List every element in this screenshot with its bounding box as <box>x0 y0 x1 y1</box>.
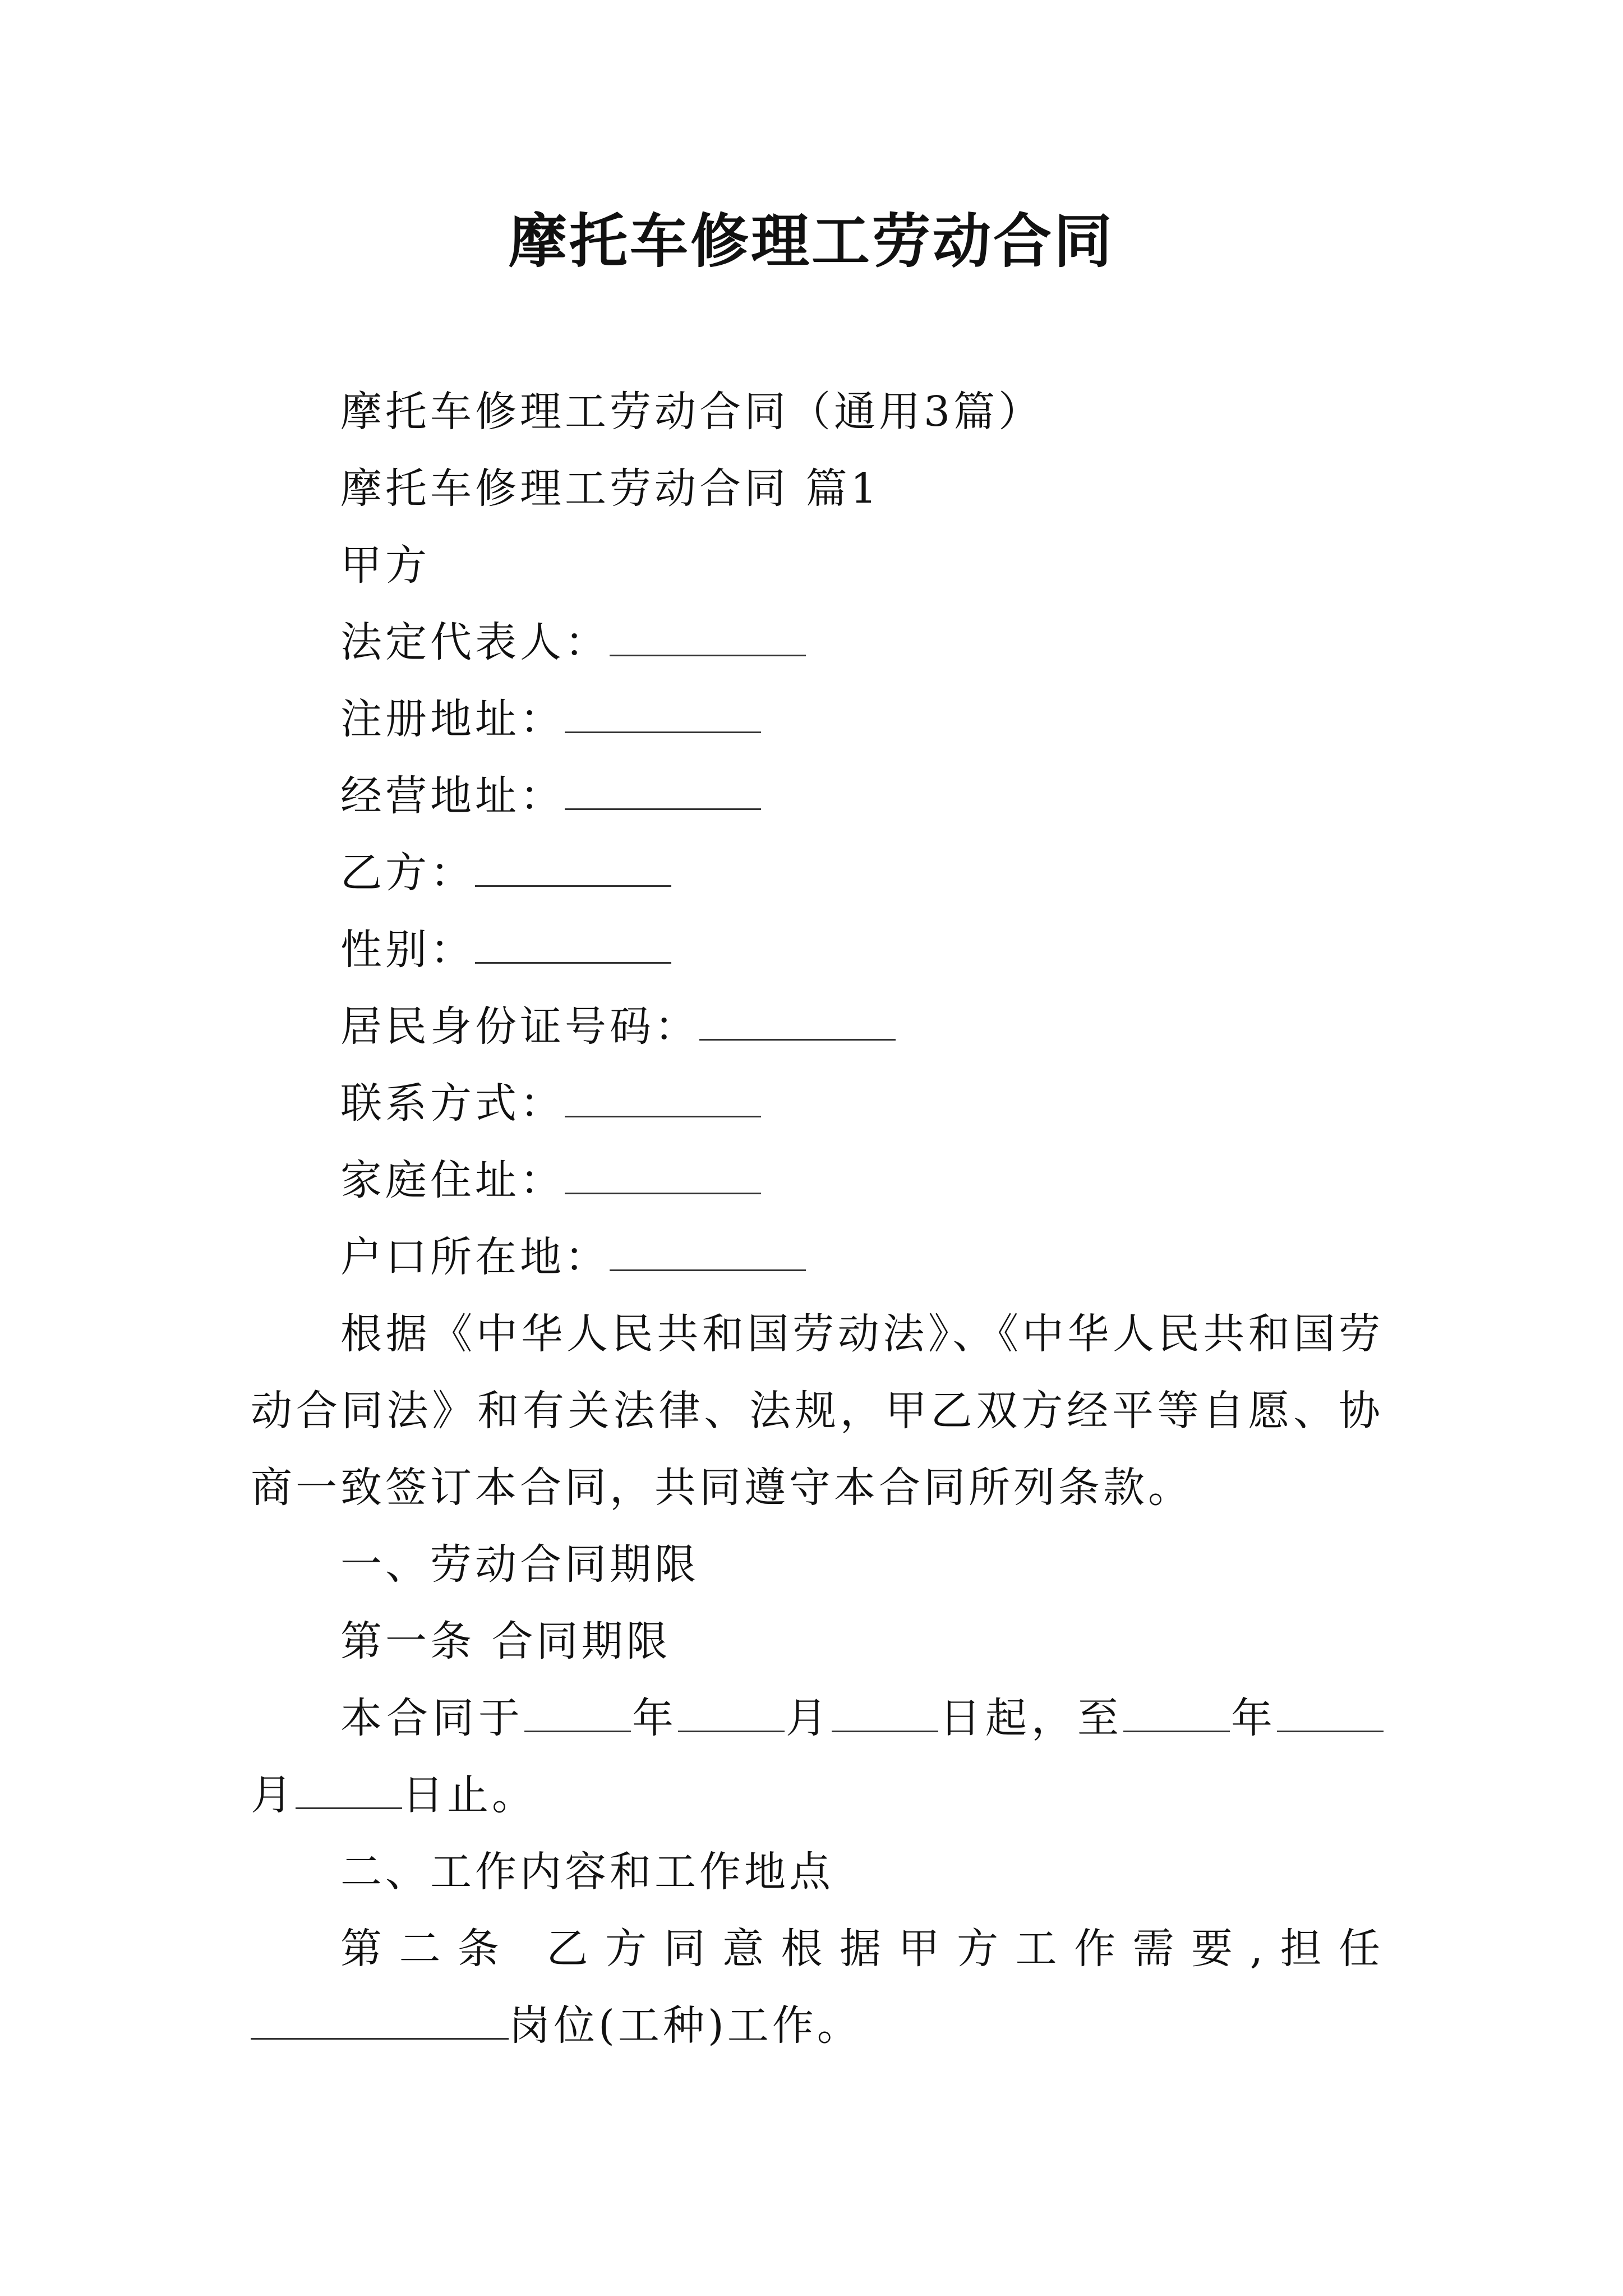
contact-label: 联系方式： <box>340 1079 565 1128</box>
biz-addr-line <box>251 758 1384 835</box>
id-no-label: 居民身份证号码： <box>340 1002 699 1051</box>
term-paragraph <box>251 1680 1384 1834</box>
term-month-unit: 月 <box>785 1694 832 1742</box>
gender-line <box>251 912 1384 988</box>
term-intro: 本合同于 <box>340 1694 524 1742</box>
hukou-blank <box>610 1230 806 1271</box>
subtitle-line: 摩托车修理工劳动合同（通用3篇） <box>340 388 1044 436</box>
article-2-paragraph <box>251 1911 1384 2064</box>
reg-addr-blank <box>565 692 761 733</box>
legal-rep-line <box>251 604 1384 681</box>
gender-label: 性别： <box>340 926 475 974</box>
position-blank <box>251 1999 509 2040</box>
party-a-label: 甲方 <box>340 541 430 590</box>
biz-addr-blank <box>565 769 761 810</box>
term-end-text: 日止。 <box>402 1771 537 1819</box>
id-no-blank <box>699 1000 896 1041</box>
party-b-line <box>251 835 1384 912</box>
reg-addr-line <box>251 681 1384 758</box>
home-addr-blank <box>565 1153 761 1194</box>
article-1-heading: 第一条 合同期限 <box>340 1617 671 1665</box>
start-day-blank <box>832 1691 938 1732</box>
section-2-heading: 二、工作内容和工作地点 <box>340 1848 834 1896</box>
term-from-text: 日起，至 <box>938 1694 1123 1742</box>
end-day-blank <box>296 1768 402 1809</box>
party-b-blank <box>475 846 671 887</box>
preamble-paragraph: 根据《中华人民共和国劳动法》、《中华人民共和国劳动合同法》和有关法律、法规，甲乙双方经平等自愿、协商一致签订本合同，共同遵守本合同所列条款。 <box>251 1310 1384 1512</box>
term-end-month-unit: 月 <box>251 1771 296 1819</box>
biz-addr-label: 经营地址： <box>340 772 565 820</box>
contact-line <box>251 1065 1384 1142</box>
contact-blank <box>565 1076 761 1117</box>
term-end-year-unit: 年 <box>1230 1694 1277 1742</box>
end-year-blank <box>1123 1691 1230 1732</box>
end-month-blank <box>1277 1691 1384 1732</box>
home-addr-line <box>251 1142 1384 1219</box>
term-year-unit: 年 <box>631 1694 678 1742</box>
home-addr-label: 家庭住址： <box>340 1156 565 1204</box>
article-2-text: 第二条 乙方同意根据甲方工作需要,担任 <box>340 1925 1384 1973</box>
gender-blank <box>475 923 671 964</box>
reg-addr-label: 注册地址： <box>340 695 565 743</box>
chapter-heading: 摩托车修理工劳动合同 篇1 <box>340 464 880 513</box>
hukou-label: 户口所在地： <box>340 1233 610 1281</box>
legal-rep-blank <box>610 615 806 656</box>
section-1-heading: 一、劳动合同期限 <box>340 1540 699 1589</box>
party-b-label: 乙方： <box>340 849 475 897</box>
article-2-tail: 岗位(工种)工作。 <box>509 2001 862 2050</box>
document-title: 摩托车修理工劳动合同 <box>508 207 1114 275</box>
document-body <box>251 374 1384 2064</box>
hukou-line <box>251 1219 1384 1296</box>
id-no-line <box>251 988 1384 1065</box>
start-year-blank <box>524 1691 631 1732</box>
start-month-blank <box>678 1691 785 1732</box>
legal-rep-label: 法定代表人： <box>340 618 610 666</box>
